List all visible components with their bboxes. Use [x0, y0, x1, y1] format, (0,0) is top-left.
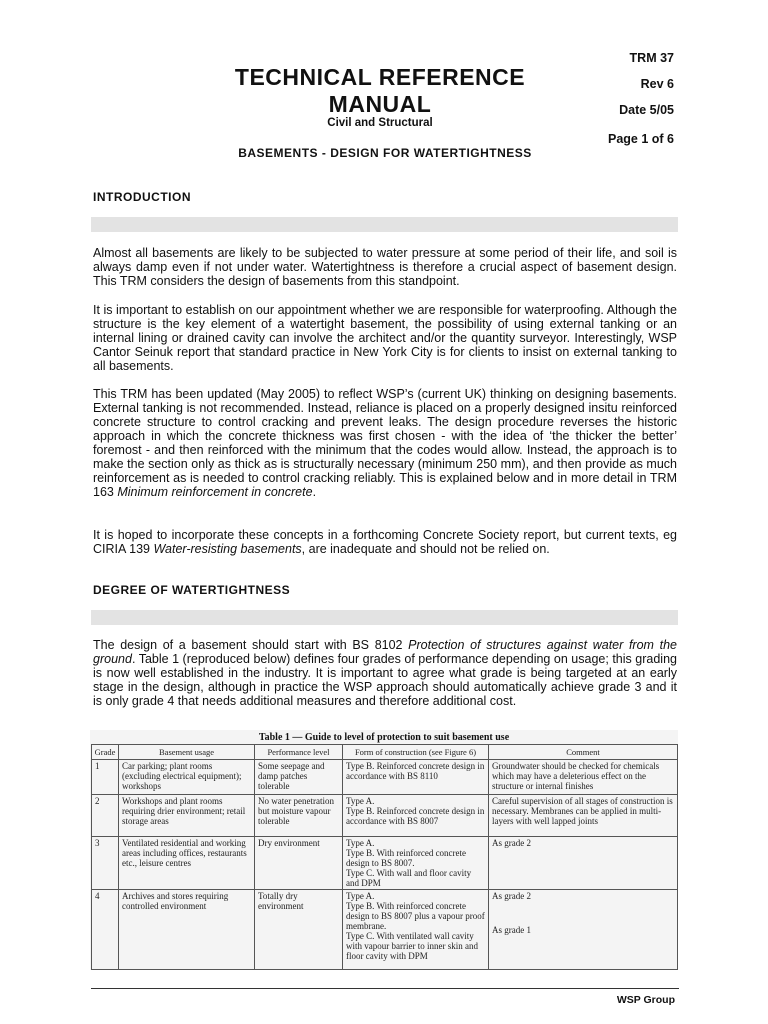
document-title: BASEMENTS - DESIGN FOR WATERTIGHTNESS	[238, 146, 532, 160]
cell-comment: As grade 2 As grade 1	[489, 890, 678, 970]
table-row	[92, 795, 678, 837]
header-comment: Comment	[489, 745, 678, 760]
cell-comment: Careful supervision of all stages of construction is necessary. Membranes can be applied in multi-layers with well lapped joints	[489, 795, 678, 837]
cell-performance: No water penetration but moisture vapour tolerable	[255, 795, 343, 837]
introduction-heading: INTRODUCTION	[93, 190, 191, 204]
revision: Rev 6	[640, 77, 674, 91]
footer-company: WSP Group	[616, 994, 675, 1006]
table-header-row	[92, 745, 678, 760]
watertightness-paragraph-1: The design of a basement should start with BS 8102 Protection of structures against water from the ground. Table 1 (reproduced below) defines four grades of performance depending on usage; this grading is now well established in the industry. It is important to agree what grade is being targeted at an early stage in the design, although in practice the WSP approach should automatically achieve grade 3 and it is only grade 4 that needs additional measures and therefore additional cost.	[93, 638, 678, 708]
manual-title-line1: TECHNICAL REFERENCE	[234, 64, 526, 90]
cell-comment: Groundwater should be checked for chemicals which may have a deleterious effect on the structure or internal finishes	[489, 760, 678, 795]
cell-construction: Type A. Type B. Reinforced concrete design in accordance with BS 8007	[343, 795, 489, 837]
intro-paragraph-1: Almost all basements are likely to be subjected to water pressure at some period of their life, and soil is always damp even if not under water. Watertightness is therefore a crucial aspect of basement design. This TRM considers the design of basements from this standpoint.	[93, 246, 677, 288]
header-usage: Basement usage	[119, 745, 255, 760]
header-grade: Grade	[92, 745, 119, 760]
cell-grade: 2	[92, 795, 119, 837]
table-row	[92, 837, 678, 890]
cell-usage: Archives and stores requiring controlled environment	[119, 890, 255, 970]
manual-subtitle: Civil and Structural	[327, 117, 433, 129]
cell-grade: 4	[92, 890, 119, 970]
intro-paragraph-3: This TRM has been updated (May 2005) to reflect WSP’s (current UK) thinking on designing basements. External tanking is not recommended. Instead, reliance is placed on a properly designed insitu reinforced concrete structure to control cracking and prevent leaks. The design procedure reverses the historic approach in which the concrete thickness was first chosen - with the idea of ‘the thicker the better’ foremost - and then reinforced with the minimum that the codes would allow. Instead, the approach is to make the section only as thick as is structurally necessary (minimum 250 mm), and then provide as much reinforcement as is needed to control cracking reliably. This is explained below and in more detail in TRM 163 Minimum reinforcement in concrete.	[93, 387, 677, 499]
cell-usage: Ventilated residential and working areas including offices, restaurants etc., leisure centres	[119, 837, 255, 890]
table-row	[92, 890, 678, 970]
table-row	[92, 760, 678, 795]
cell-usage: Workshops and plant rooms requiring drier environment; retail storage areas	[119, 795, 255, 837]
page-number: Page 1 of 6	[608, 132, 674, 146]
cell-performance: Dry environment	[255, 837, 343, 890]
cell-construction: Type A. Type B. With reinforced concrete design to BS 8007. Type C. With wall and floor cavity and DPM	[343, 837, 489, 890]
header-performance: Performance level	[255, 745, 343, 760]
cell-comment: As grade 2	[489, 837, 678, 890]
cell-grade: 1	[92, 760, 119, 795]
intro-paragraph-2: It is important to establish on our appointment whether we are responsible for waterproofing. Although the structure is the key element of a watertight basement, the possibility of using external tanking or an internal lining or drained cavity can involve the architect and/or the quantity surveyor. Interestingly, WSP Cantor Seinuk report that standard practice in New York City is for clients to insist on external tanking to all basements.	[93, 303, 677, 373]
section-divider-bar	[91, 217, 678, 232]
date: Date 5/05	[619, 103, 674, 117]
footer-divider	[91, 988, 679, 989]
cell-construction: Type A. Type B. With reinforced concrete design to BS 8007 plus a vapour proof membrane. Type C. With ventilated wall cavity with vapour barrier to inner skin and floor cavity with DPM	[343, 890, 489, 970]
cell-performance: Totally dry environment	[255, 890, 343, 970]
cell-usage: Car parking; plant rooms (excluding electrical equipment); workshops	[119, 760, 255, 795]
protection-level-table	[90, 730, 678, 970]
watertightness-heading: DEGREE OF WATERTIGHTNESS	[93, 583, 291, 597]
table-caption: Table 1 — Guide to level of protection to suit basement use	[258, 732, 510, 743]
cell-grade: 3	[92, 837, 119, 890]
trm-number: TRM 37	[629, 51, 674, 65]
manual-title-line2: MANUAL	[328, 91, 432, 117]
grade-table	[91, 744, 678, 970]
cell-performance: Some seepage and damp patches tolerable	[255, 760, 343, 795]
intro-paragraph-4: It is hoped to incorporate these concepts in a forthcoming Concrete Society report, but current texts, eg CIRIA 139 Water-resisting basements, are inadequate and should not be relied on.	[93, 528, 677, 556]
cell-construction: Type B. Reinforced concrete design in accordance with BS 8110	[343, 760, 489, 795]
section-divider-bar	[91, 610, 678, 625]
header-construction: Form of construction (see Figure 6)	[343, 745, 489, 760]
